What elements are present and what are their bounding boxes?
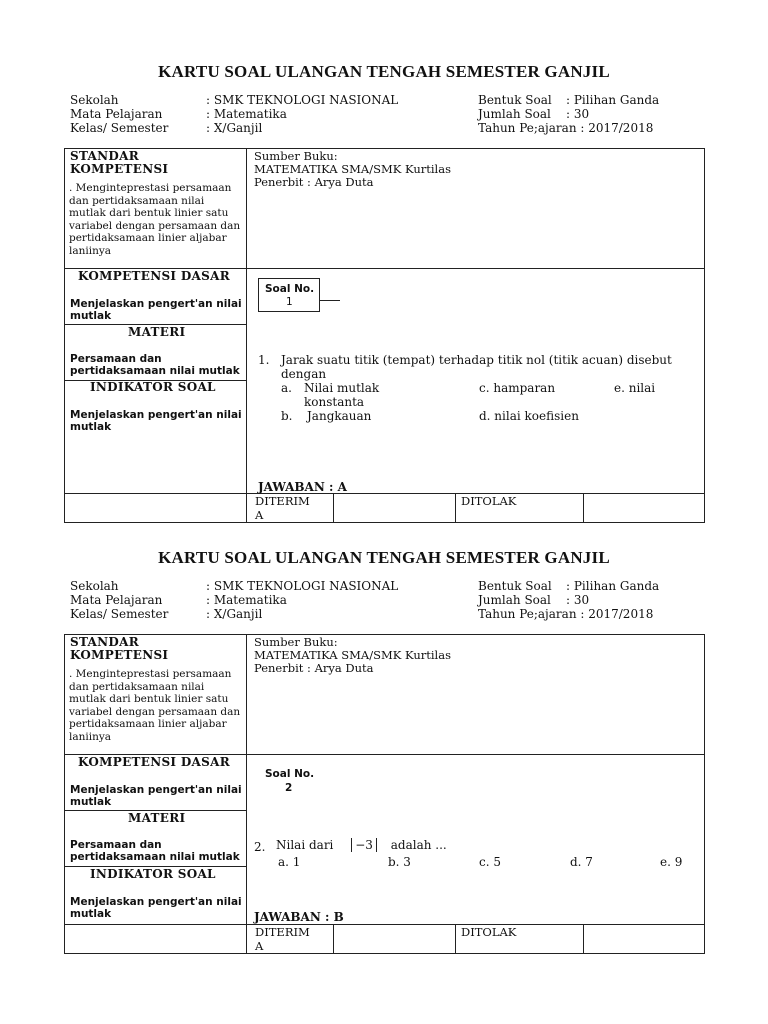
diterima-label: DITERIM [255, 925, 310, 939]
kelas-value: : X/Ganjil [206, 121, 263, 135]
option-e-continued: konstanta [304, 395, 365, 409]
mapel-value: : Matematika [206, 593, 287, 607]
option-b: Jangkauan [307, 409, 372, 423]
tahun-ajaran: Tahun Pe;ajaran : 2017/2018 [478, 607, 654, 621]
indikator-soal-header: INDIKATOR SOAL [90, 380, 216, 394]
option-e: e. nilai [614, 381, 656, 395]
kompetensi-dasar-header: KOMPETENSI DASAR [78, 269, 230, 283]
bentuk-label: Bentuk Soal [478, 93, 552, 107]
jumlah-value: : 30 [566, 107, 590, 121]
sekolah-value: : SMK TEKNOLOGI NASIONAL [206, 579, 399, 593]
option-a-letter: a. [281, 381, 292, 395]
sumber-buku-label: Sumber Buku: [254, 149, 338, 163]
question-text-line2: dengan [281, 367, 327, 381]
absolute-value-expression: −3 [351, 838, 377, 852]
indikator-soal-text: Menjelaskan pengert'an nilai mutlak [70, 896, 242, 920]
question-number: 1. [258, 353, 270, 367]
standar-kompetensi-header-2: KOMPETENSI [70, 162, 169, 176]
option-e: e. 9 [660, 855, 683, 869]
kelas-label: Kelas/ Semester [70, 607, 169, 621]
standar-kompetensi-text: . Menginteprestasi persamaan dan pertidaksamaan nilai mutlak dari bentuk linier satu variabel dengan persamaan dan pertidaksamaan linier aljabar laniinya [69, 668, 241, 743]
option-d: d. nilai koefisien [479, 409, 579, 423]
sumber-buku-label: Sumber Buku: [254, 635, 338, 649]
question-text-pre: Nilai dari [276, 838, 334, 852]
kelas-label: Kelas/ Semester [70, 121, 169, 135]
option-c: c. 5 [479, 855, 501, 869]
question-number: 2. [254, 840, 266, 854]
diterima-label: DITERIM [255, 494, 310, 508]
sumber-buku-title: MATEMATIKA SMA/SMK Kurtilas [254, 162, 451, 176]
materi-text: Persamaan dan pertidaksamaan nilai mutlak [70, 353, 240, 377]
ditolak-label: DITOLAK [461, 494, 517, 508]
jumlah-label: Jumlah Soal [478, 107, 551, 121]
materi-header: MATERI [128, 811, 186, 825]
kompetensi-dasar-header: KOMPETENSI DASAR [78, 755, 230, 769]
kelas-value: : X/Ganjil [206, 607, 263, 621]
kompetensi-dasar-text: Menjelaskan pengert'an nilai mutlak [70, 298, 242, 322]
bentuk-value: : Pilihan Ganda [566, 579, 660, 593]
standar-kompetensi-header: STANDAR [70, 635, 140, 649]
kompetensi-dasar-text: Menjelaskan pengert'an nilai mutlak [70, 784, 242, 808]
tahun-ajaran: Tahun Pe;ajaran : 2017/2018 [478, 121, 654, 135]
sumber-buku-penerbit: Penerbit : Arya Duta [254, 661, 374, 675]
question-text-line1: Jarak suatu titik (tempat) terhadap titik nol (titik acuan) disebut [281, 353, 672, 367]
sumber-buku-penerbit: Penerbit : Arya Duta [254, 175, 374, 189]
materi-text: Persamaan dan pertidaksamaan nilai mutlak [70, 839, 240, 863]
option-b: b. 3 [388, 855, 411, 869]
bentuk-label: Bentuk Soal [478, 579, 552, 593]
mapel-label: Mata Pelajaran [70, 593, 163, 607]
mapel-label: Mata Pelajaran [70, 107, 163, 121]
option-b-letter: b. [281, 409, 293, 423]
soal-no-label: Soal No. [265, 768, 315, 780]
jawaban: JAWABAN : A [258, 480, 347, 494]
question-card-2 [0, 486, 768, 1016]
option-a: Nilai mutlak [304, 381, 380, 395]
standar-kompetensi-header-2: KOMPETENSI [70, 648, 169, 662]
standar-kompetensi-header: STANDAR [70, 149, 140, 163]
sekolah-value: : SMK TEKNOLOGI NASIONAL [206, 93, 399, 107]
soal-no-value: 2 [285, 782, 293, 794]
question-text-post: adalah ... [390, 838, 447, 852]
jumlah-value: : 30 [566, 593, 590, 607]
option-a: a. 1 [278, 855, 301, 869]
ditolak-label: DITOLAK [461, 925, 517, 939]
indikator-soal-header: INDIKATOR SOAL [90, 867, 216, 881]
bentuk-value: : Pilihan Ganda [566, 93, 660, 107]
card-title: KARTU SOAL ULANGAN TENGAH SEMESTER GANJIL [158, 62, 610, 81]
sekolah-label: Sekolah [70, 93, 119, 107]
standar-kompetensi-text: . Menginteprestasi persamaan dan pertidaksamaan nilai mutlak dari bentuk linier satu variabel dengan persamaan dan pertidaksamaan linier aljabar laniinya [69, 182, 241, 257]
card-title: KARTU SOAL ULANGAN TENGAH SEMESTER GANJIL [158, 548, 610, 567]
sumber-buku-title: MATEMATIKA SMA/SMK Kurtilas [254, 648, 451, 662]
sekolah-label: Sekolah [70, 579, 119, 593]
option-d: d. 7 [570, 855, 593, 869]
jumlah-label: Jumlah Soal [478, 593, 551, 607]
soal-no-label: Soal No. [265, 283, 315, 295]
question-text [276, 838, 447, 852]
indikator-soal-text: Menjelaskan pengert'an nilai mutlak [70, 409, 242, 433]
diterima-label-2: A [255, 939, 264, 953]
option-c: c. hamparan [479, 381, 556, 395]
soal-no-value: 1 [286, 296, 293, 308]
materi-header: MATERI [128, 325, 186, 339]
mapel-value: : Matematika [206, 107, 287, 121]
diterima-label-2: A [255, 508, 264, 522]
jawaban: JAWABAN : B [254, 910, 344, 924]
